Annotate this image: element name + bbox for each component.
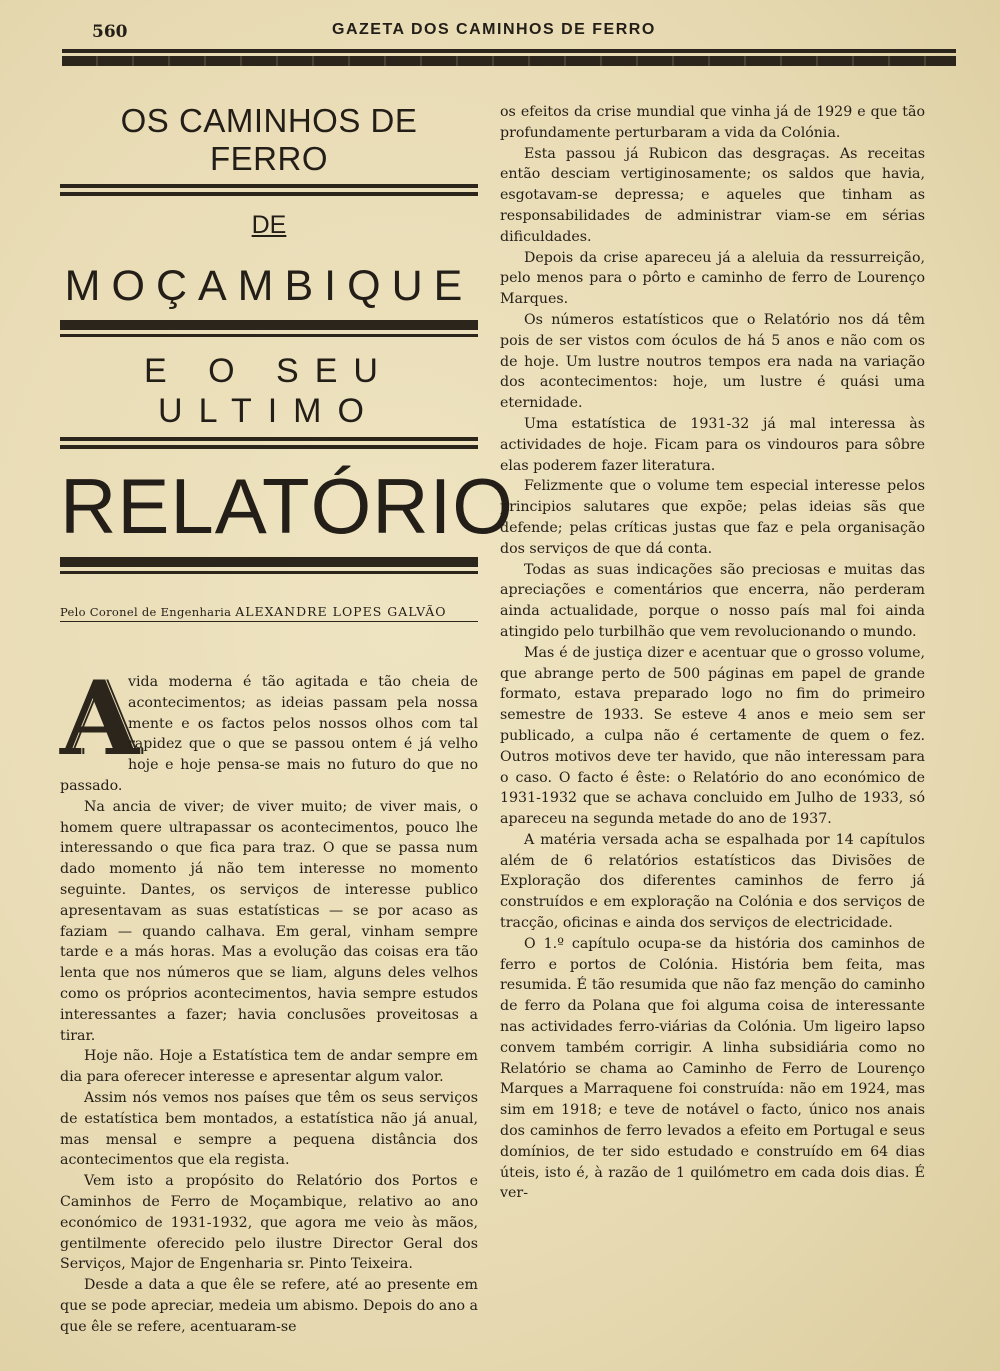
paragraph: Mas é de justiça dizer e acentuar que o grosso volume, que abrange perto de 500 páginas em papel de grande formato, estava preparado logo no fim do primeiro semestre de 1933. Se esteve 4 anos e meio sem ser publicado, a culpa não é certamente de quem o fez. Outros motivos deve ter havido, que não interessam para o caso. O facto é êste: o Relatório do ano económico de 1931-1932 que se achava concluido em Julho de 1933, só apareceu na segunda metade do ano de 1937. (500, 644, 925, 828)
byline (60, 604, 478, 622)
title-line-3: MOÇAMBIQUE (64, 262, 474, 310)
title-rule (60, 184, 478, 196)
title-rule (60, 320, 478, 330)
title-rule (60, 334, 478, 337)
title-rule (60, 571, 478, 574)
paragraph: O 1.º capítulo ocupa-se da história dos caminhos de ferro e portos de Colónia. História bem feita, mas resumida. É tão resumida que não faz menção do caminho de ferro da Polana que foi alguma coisa de interessante nas actividades ferro-viárias da Colónia. Um ligeiro lapso convem também corrigir. A linha subsidiária como no Relatório se chama ao Caminho de Ferro de Lourenço Marques a Marraquene foi construída: não em 1924, mas sim em 1918; e teve de notável o facto, único nos anais dos caminhos de ferro levados a efeito em Portugal e seus domínios, de ter sido estudado e construído em 64 dias úteis, isto é, à razão de 1 quilómetro em cada dois dias. É ver- (500, 935, 925, 1202)
title-line-2: DE (251, 211, 287, 239)
title-rule (60, 437, 478, 449)
paragraph: Todas as suas indicações são preciosas e muitas das apreciações e comentários que encerra, não perderam ainda actualidade, porque o nosso país mal foi ainda atingido pelo turbilhão que vem revolucionando o mundo. (500, 561, 925, 640)
page-number: 560 (92, 22, 128, 42)
paragraph: Esta passou já Rubicon das desgraças. As receitas então desciam vertiginosamente; os saldos que havia, esgotavam-se depressa; e aqueles que tinham as responsabilidades de administrar viam-se em sérias dificuldades. (500, 145, 925, 245)
page-header (62, 16, 956, 56)
header-rule (62, 49, 956, 53)
paragraph: Os números estatísticos que o Relatório nos dá têm pois de ser vistos com óculos de há 5 anos e não com os de hoje. Um lustre noutros tempos era nada na variação dos acontecimentos: hoje, um lustre é quási uma eternidade. (500, 311, 925, 412)
paragraph: Vem isto a propósito do Relatório dos Portos e Caminhos de Ferro de Moçambique, relativo ao ano económico de 1931-1932, que agora me veio às mãos, gentilmente oferecido pelo ilustre Director Geral dos Serviços, Major de Engenharia sr. Pinto Teixeira. (60, 1173, 478, 1273)
paragraph: os efeitos da crise mundial que vinha já de 1929 e que tão profundamente perturbaram a vida da Colónia. (500, 104, 925, 141)
running-title: GAZETA DOS CAMINHOS DE FERRO (332, 21, 656, 38)
title-line-1: OS CAMINHOS DE FERRO (120, 102, 418, 177)
title-line-5: RELATÓRIO (60, 462, 514, 550)
byline-author: ALEXANDRE LOPES GALVÃO (235, 604, 447, 619)
paragraph: Na ancia de viver; de viver muito; de viver mais, o homem quere ultrapassar os acontecimentos, pouco lhe interessando o que fica para traz. O que se passa num dado momento já não tem interesse no momento seguinte. Dantes, os serviços de interesse publico apresentavam as suas estatísticas — se por acaso as faziam — quando calhava. Em geral, vinham sempre tarde e a más horas. Mas a evolução das coisas era tão lenta que nos números que se liam, alguns deles velhos como os próprios acontecimentos, havia sempre estudos interessantes a fazer; havia conclusões proveitosas a tirar. (60, 798, 478, 1044)
header-double-rule (62, 56, 956, 66)
drop-cap: A (60, 659, 140, 779)
paragraph: Depois da crise apareceu já a aleluia da ressurreição, pelo menos para o pôrto e caminho de ferro de Lourenço Marques. (500, 249, 925, 308)
paragraph: Uma estatística de 1931-32 já mal interessa às actividades de hoje. Ficam para os vindouros para sôbre elas poderem fazer literatura. (500, 415, 925, 474)
paragraph (60, 659, 478, 797)
paragraph: A matéria versada acha se espalhada por 14 capítulos além de 6 relatórios estatísticos das Divisões de Exploração dos diferentes caminhos de ferro já construídos e em exploração na Colónia e dos serviços de tracção, oficinas e ainda dos serviços de electricidade. (500, 831, 925, 932)
paragraph: Felizmente que o volume tem especial interesse pelos principios salutares que expõe; pelas ideias sãs que defende; pelas críticas justas que faz e pela organisação dos serviços de que dá conta. (500, 478, 925, 557)
paragraph: Desde a data a que êle se refere, até ao presente em que se pode apreciar, medeia um abismo. Depois do ano a que êle se refere, acentuaram-se (60, 1277, 478, 1335)
article-title (60, 102, 514, 574)
paragraph-text: vida moderna é tão agitada e tão cheia de acontecimentos; as ideias passam pela nossa mente e os factos pelos nossos olhos com tal rapidez que o que se passou ontem é já velho hoje e hoje pensa-se mais no futuro do que no passado. (60, 674, 478, 794)
left-column (60, 90, 514, 1338)
paragraph: Assim nós vemos nos países que têm os seus serviços de estatística bem montados, a estatística não já anual, mas mensal e sempre a pequena distância dos acontecimentos que ela regista. (60, 1089, 478, 1169)
title-line-4: E O SEU ULTIMO (144, 352, 394, 430)
right-column (500, 102, 925, 1204)
byline-prefix: Pelo Coronel de Engenharia (60, 605, 232, 619)
title-rule (60, 557, 478, 567)
paragraph: Hoje não. Hoje a Estatística tem de andar sempre em dia para oferecer interesse e apresentar algum valor. (60, 1048, 478, 1086)
